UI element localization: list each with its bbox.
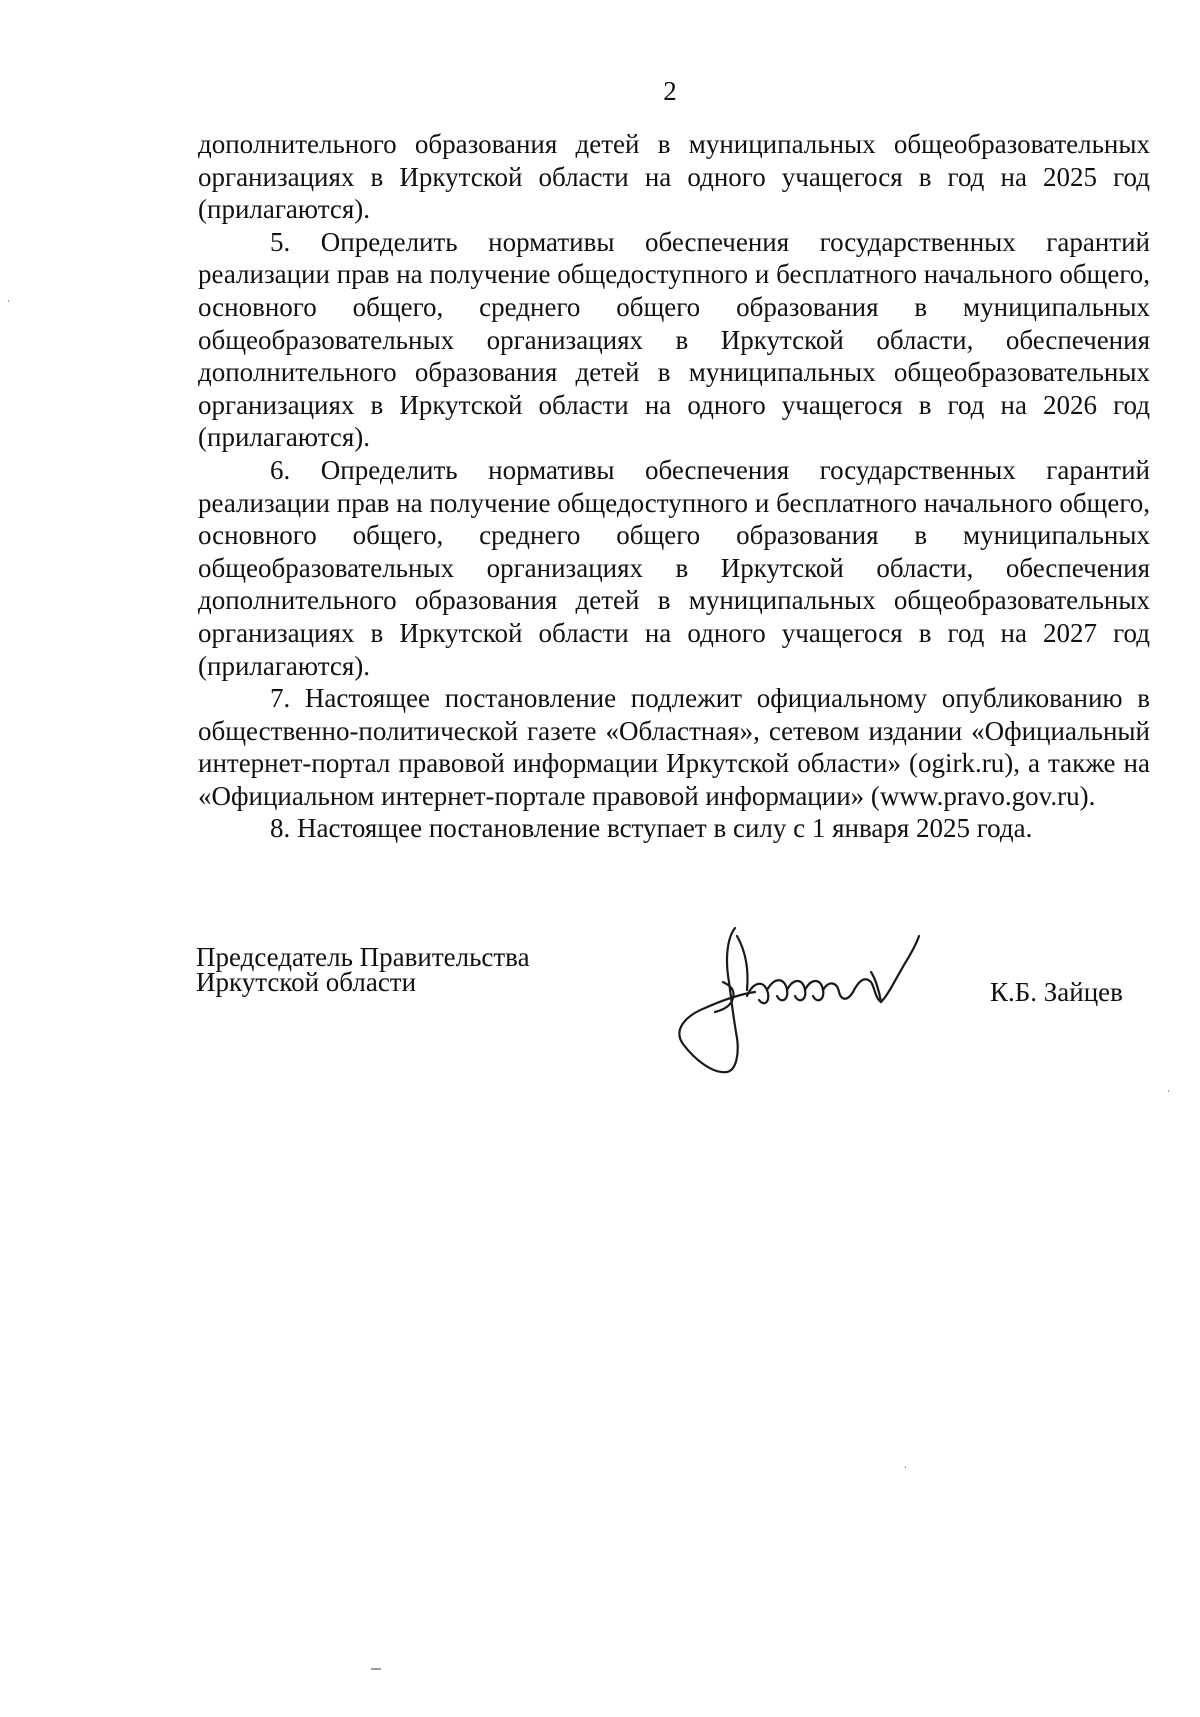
signatory-title-line-1: Председатель Правительства	[196, 942, 530, 972]
handwritten-signature-icon	[675, 920, 955, 1080]
scan-speck	[905, 1466, 906, 1468]
page-number: 2	[663, 76, 677, 106]
scan-speck	[371, 1668, 381, 1670]
signatory-title	[196, 942, 616, 997]
paragraph-item-7: 7. Настоящее постановление подлежит официальному опубликованию в общественно-политической газете «Областная», сетевом издании «Официальный интернет-портал правовой информации Иркутской области» (ogirk.ru), а также на «Официальном интернет-портале правовой информации» (www.pravo.gov.ru).	[198, 683, 1150, 811]
scan-speck	[8, 300, 9, 302]
document-body	[198, 128, 1150, 845]
paragraph-continuation: дополнительного образования детей в муниципальных общеобразовательных организациях в Иркутской области на одного учащегося в год на 2025 год (прилагаются).	[198, 129, 1150, 225]
paragraph-item-6: 6. Определить нормативы обеспечения государственных гарантий реализации прав на получение общедоступного и бесплатного начального общего, основного общего, среднего общего образования в муниципальных общеобразовательных организациях в Иркутской области, обеспечения дополнительного образования детей в муниципальных общеобразовательных организациях в Иркутской области на одного учащегося в год на 2027 год (прилагаются).	[198, 454, 1150, 681]
signer-name: К.Б. Зайцев	[990, 977, 1123, 1007]
paragraph-item-5: 5. Определить нормативы обеспечения государственных гарантий реализации прав на получение общедоступного и бесплатного начального общего, основного общего, среднего общего образования в муниципальных общеобразовательных организациях в Иркутской области, обеспечения дополнительного образования детей в муниципальных общеобразовательных организациях в Иркутской области на одного учащегося в год на 2026 год (прилагаются).	[198, 226, 1150, 453]
signatory-title-line-2: Иркутской области	[196, 967, 417, 997]
scan-speck	[1168, 1090, 1169, 1092]
paragraph-item-8: 8. Настоящее постановление вступает в силу с 1 января 2025 года.	[270, 813, 1033, 844]
